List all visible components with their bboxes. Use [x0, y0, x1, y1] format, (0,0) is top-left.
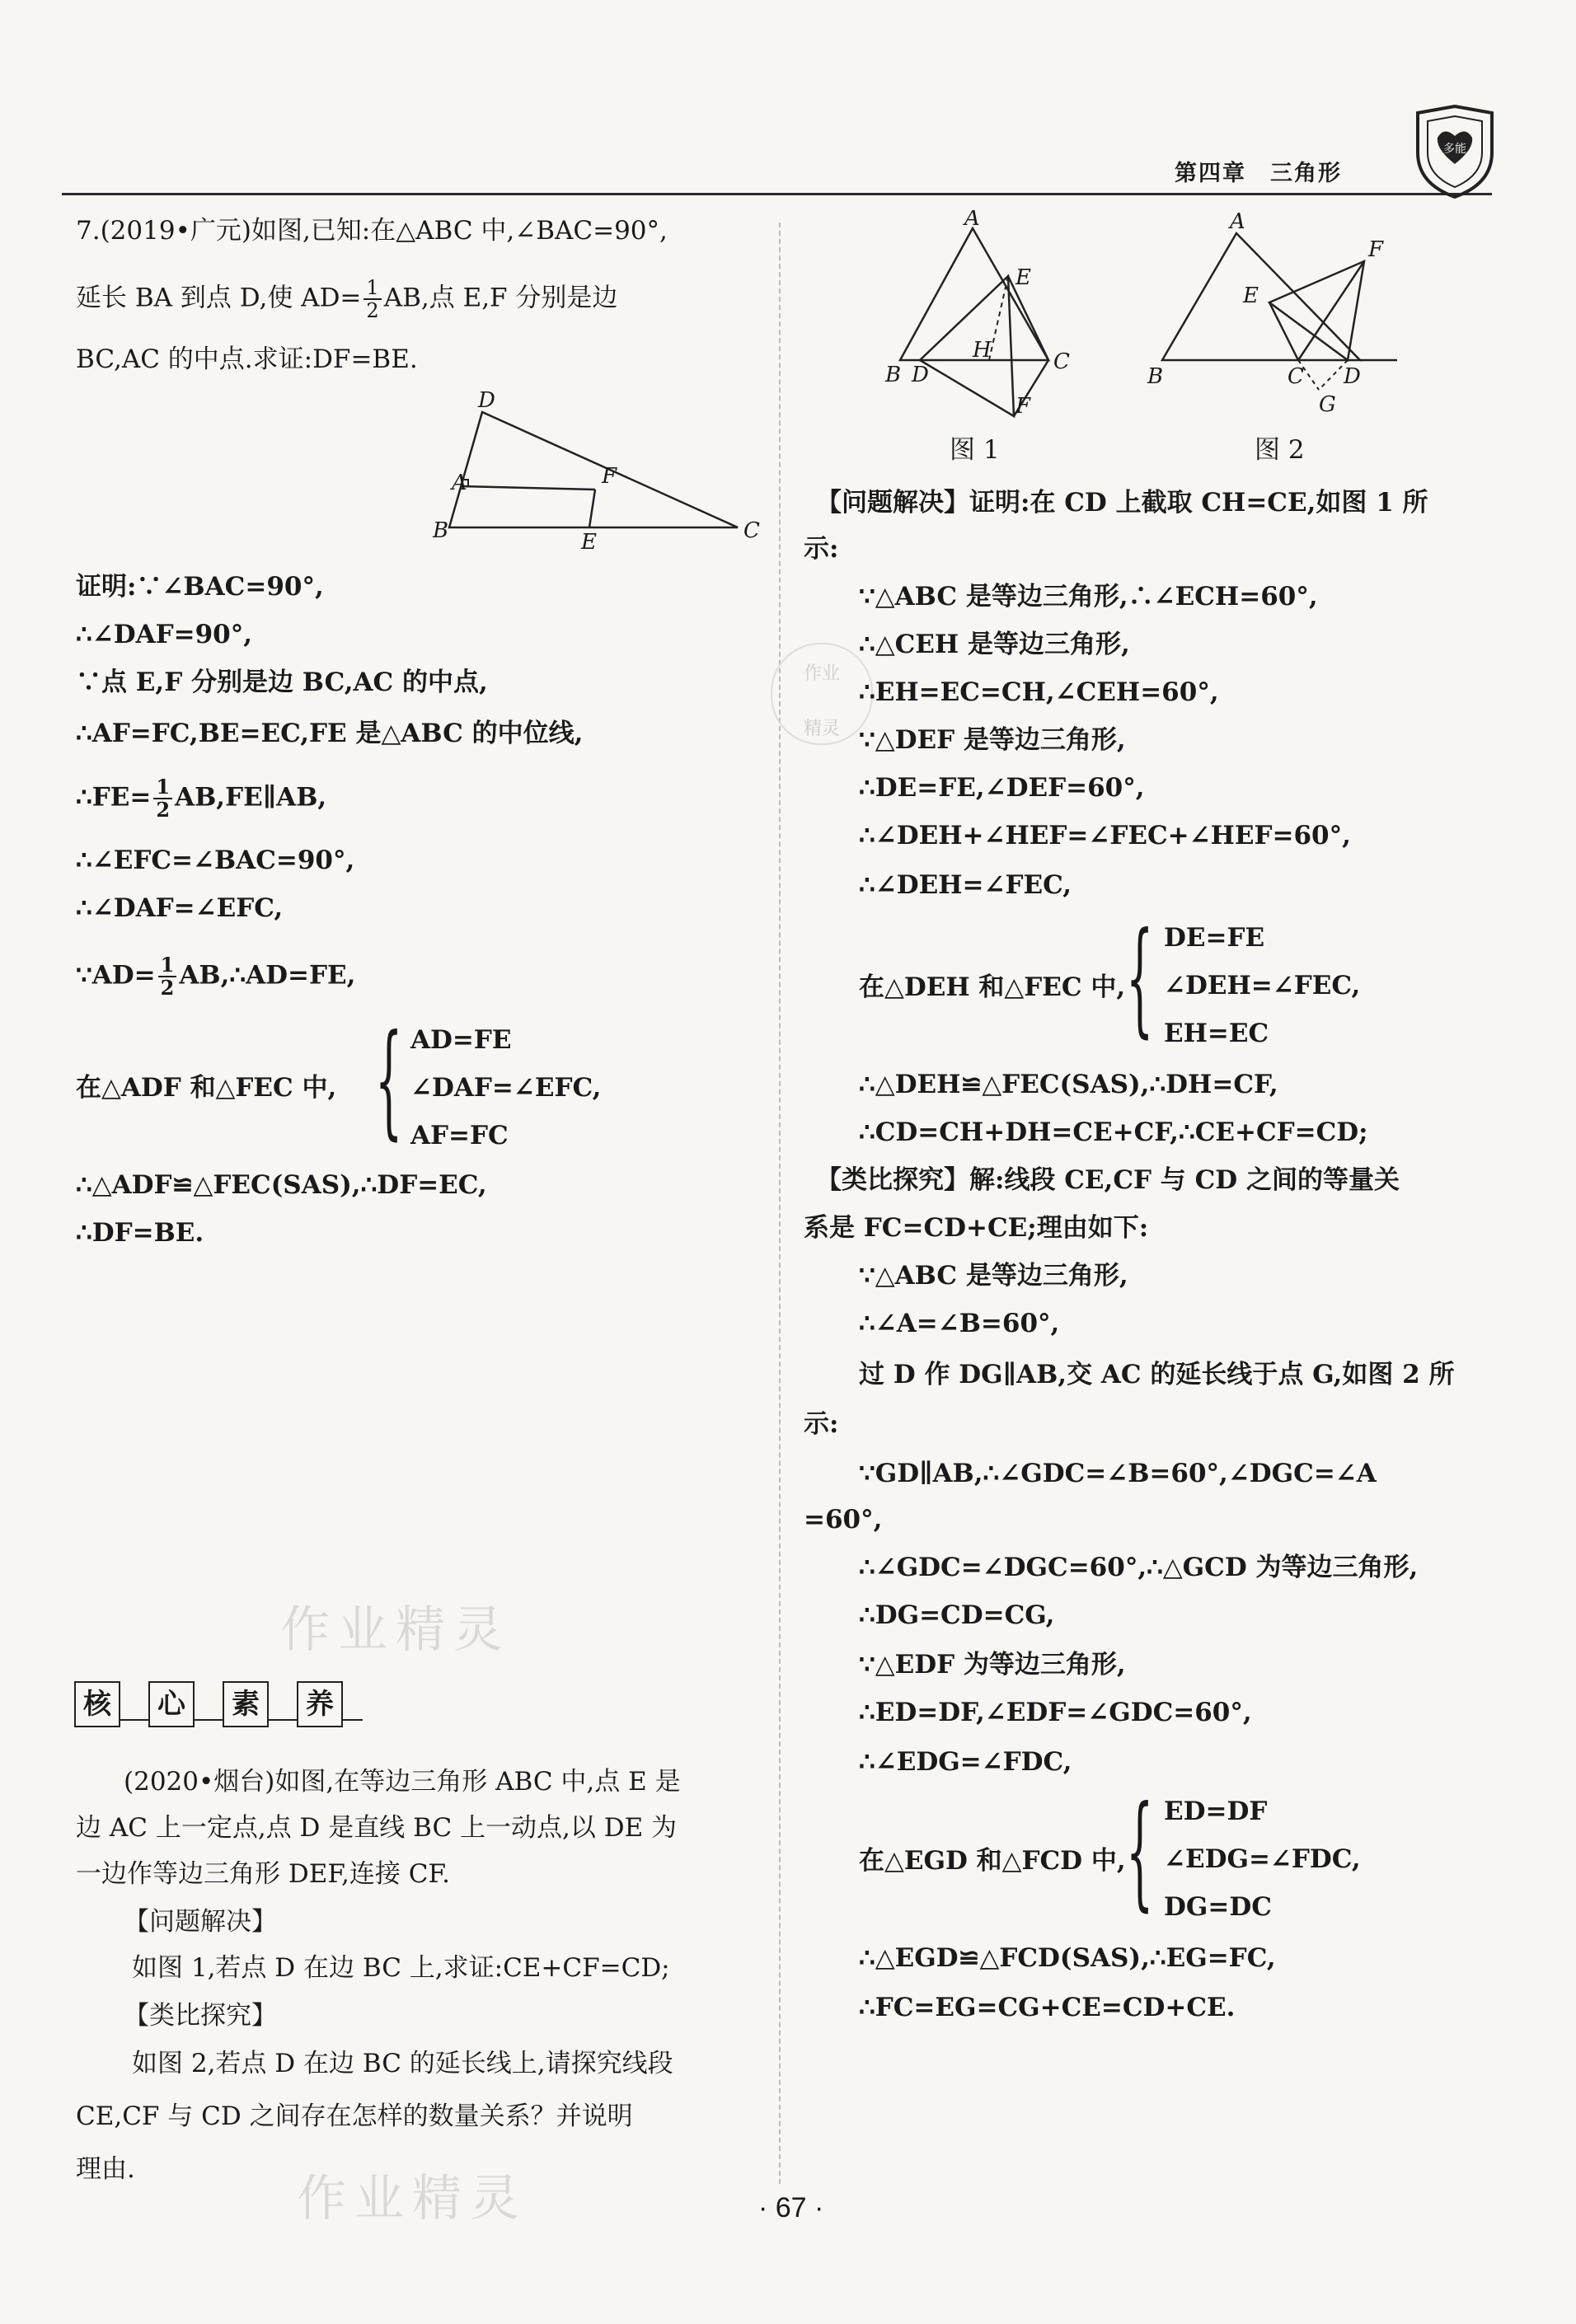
segment-af [461, 486, 595, 490]
figure-2 [1146, 210, 1426, 424]
fig1-caption: 图 1 [950, 435, 1000, 465]
solution-line: ∴EH=EC=CH,∠CEH=60°, [859, 677, 1219, 707]
label-D: D [478, 388, 495, 413]
proof-line: ∴∠EFC=∠BAC=90°, [76, 846, 355, 875]
proof-line: ∵点 E,F 分别是边 BC,AC 的中点, [76, 668, 488, 697]
fig2-label-A: A [1230, 210, 1245, 234]
q7-figure [420, 386, 767, 551]
watermark: 作业精灵 [280, 1601, 511, 1659]
core-line: CE,CF 与 CD 之间存在怎样的数量关系？并说明 [76, 2101, 633, 2131]
column-divider [779, 223, 781, 2184]
fig1-label-A: A [964, 210, 980, 231]
sys1-eq: EH=EC [1164, 1019, 1269, 1048]
solution-line: ∴FC=EG=CG+CE=CD+CE. [859, 1993, 1236, 2022]
core-line: 边 AC 上一定点,点 D 是直线 BC 上一动点,以 DE 为 [76, 1813, 678, 1843]
sys2-brace: { [1126, 1780, 1154, 1923]
sys1-eq: ∠DEH=∠FEC, [1164, 971, 1361, 1000]
solution-line: ∵△DEF 是等边三角形, [859, 725, 1126, 755]
fig1-label-C: C [1053, 349, 1070, 374]
chapter-title: 第四章 三角形 [1175, 161, 1342, 186]
proof-line: ∴∠DAF=∠EFC, [76, 893, 284, 923]
sys1-intro: 在△DEH 和△FEC 中, [859, 972, 1126, 1002]
proof-line-fe: ∴FE= $\frac{1}{2}$ AB,FE∥AB, [76, 775, 327, 822]
header-rule [62, 193, 1492, 195]
fig2-label-E: E [1243, 283, 1259, 308]
fig2-label-D: D [1344, 364, 1361, 389]
solution-line: ∴∠EDG=∠FDC, [859, 1747, 1072, 1777]
watermark: 作业精灵 [297, 2170, 528, 2228]
solution-line: ∴∠A=∠B=60°, [859, 1309, 1060, 1338]
solution-line: ∴∠DEH=∠FEC, [859, 870, 1072, 900]
solution-line: =60°, [804, 1505, 883, 1534]
figure-1 [874, 210, 1072, 424]
core-line: 理由. [76, 2154, 135, 2184]
core-line: 一边作等边三角形 DEF,连接 CF. [76, 1859, 450, 1889]
sys2-eq: ED=DF [1164, 1797, 1268, 1826]
solution-line: ∴DG=CD=CG, [859, 1600, 1055, 1630]
fig2-label-B: B [1147, 364, 1164, 389]
logo-text: 多能 [1443, 143, 1466, 156]
solution-line: ∴∠DEH+∠HEF=∠FEC+∠HEF=60°, [859, 821, 1351, 850]
proof-line: ∴△ADF≌△FEC(SAS),∴DF=EC, [76, 1170, 487, 1200]
fig2-label-F: F [1368, 237, 1384, 262]
fig1-label-B: B [885, 363, 902, 387]
solution-line: 示: [804, 1409, 839, 1439]
solution-line: 【问题解决】证明:在 CD 上截取 CH=CE,如图 1 所 [816, 488, 1428, 518]
system-eq: AF=FC [410, 1121, 509, 1150]
core-line: (2020•烟台)如图,在等边三角形 ABC 中,点 E 是 [124, 1767, 681, 1797]
solution-line: 【类比探究】解:线段 CE,CF 与 CD 之间的等量关 [816, 1165, 1400, 1195]
triangle-dbc [449, 412, 738, 527]
label-A: A [452, 471, 467, 495]
solution-line: 系是 FC=CD+CE;理由如下: [804, 1213, 1149, 1243]
fig2-caption: 图 2 [1255, 435, 1305, 465]
label-F: F [602, 464, 617, 489]
banner-char: 核 [74, 1681, 120, 1727]
solution-line: 示: [804, 534, 839, 564]
solution-line: 过 D 作 DG∥AB,交 AC 的延长线于点 G,如图 2 所 [859, 1360, 1455, 1389]
fig2-label-G: G [1319, 392, 1336, 417]
proof-line: 证明:∵∠BAC=90°, [76, 572, 324, 602]
label-E: E [581, 530, 597, 551]
banner-char: 养 [297, 1681, 343, 1727]
core-line: 【问题解决】 [124, 1907, 277, 1937]
q7-line3: BC,AC 的中点.求证:DF=BE. [76, 344, 418, 374]
solution-line: ∵GD∥AB,∴∠GDC=∠B=60°,∠DGC=∠A [859, 1459, 1377, 1488]
fig1-label-D: D [912, 363, 929, 387]
solution-line: ∴DE=FE,∠DEF=60°, [859, 773, 1145, 803]
label-B: B [433, 518, 449, 543]
solution-line: ∴△DEH≌△FEC(SAS),∴DH=CF, [859, 1070, 1278, 1099]
fig1-label-H: H [973, 338, 992, 363]
solution-line: ∵△ABC 是等边三角形,∴∠ECH=60°, [859, 582, 1318, 611]
fig1-dashed-eh [989, 276, 1008, 360]
banner-char: 素 [223, 1681, 269, 1727]
system-eq: ∠DAF=∠EFC, [410, 1073, 602, 1103]
banner-char: 心 [148, 1681, 195, 1727]
solution-line: ∴ED=DF,∠EDF=∠GDC=60°, [859, 1698, 1252, 1727]
label-C: C [743, 518, 760, 543]
proof-line: ∴∠DAF=90°, [76, 620, 253, 649]
proof-line: ∴DF=BE. [76, 1218, 204, 1248]
stamp-watermark: 作业 精灵 [771, 643, 873, 745]
segment-fe [589, 490, 595, 527]
sys2-eq: ∠EDG=∠FDC, [1164, 1844, 1361, 1874]
solution-line: ∴∠GDC=∠DGC=60°,∴△GCD 为等边三角形, [859, 1553, 1419, 1582]
fig1-label-E: E [1015, 265, 1031, 290]
proof-line-ad: ∵AD= $\frac{1}{2}$ AB,∴AD=FE, [76, 953, 356, 1000]
core-line: 如图 1,若点 D 在边 BC 上,求证:CE+CF=CD; [132, 1953, 670, 1983]
solution-line: ∴△EGD≌△FCD(SAS),∴EG=FC, [859, 1943, 1276, 1973]
system-eq: AD=FE [410, 1025, 512, 1055]
solution-line: ∴CD=CH+DH=CE+CF,∴CE+CF=CD; [859, 1117, 1368, 1147]
fraction-half: $\frac{1}{2}$ [364, 277, 381, 321]
solution-line: ∴△CEH 是等边三角形, [859, 630, 1130, 659]
fig2-triangle-abc [1162, 233, 1360, 360]
sys2-intro: 在△EGD 和△FCD 中, [859, 1846, 1126, 1876]
core-line: 【类比探究】 [124, 2001, 277, 2031]
core-banner [74, 1681, 363, 1731]
system-brace: { [375, 1009, 403, 1152]
publisher-logo [1409, 103, 1500, 200]
fig1-label-F: F [1015, 394, 1031, 419]
fig2-triangle-edf [1269, 261, 1364, 360]
q7-line2: 延长 BA 到点 D,使 AD= $\frac{1}{2}$ AB,点 E,F 分别是边 [76, 276, 618, 322]
sys1-brace: { [1126, 907, 1154, 1050]
q7-line1: 7.(2019•广元)如图,已知:在△ABC 中,∠BAC=90°, [76, 216, 668, 246]
sys2-eq: DG=DC [1164, 1892, 1272, 1922]
system-intro: 在△ADF 和△FEC 中, [76, 1073, 337, 1103]
solution-line: ∵△EDF 为等边三角形, [859, 1650, 1126, 1680]
fig2-label-C: C [1288, 364, 1304, 389]
core-line: 如图 2,若点 D 在边 BC 的延长线上,请探究线段 [132, 2049, 673, 2078]
sys1-eq: DE=FE [1164, 923, 1265, 953]
page-number: · 67 · [758, 2192, 824, 2223]
proof-line: ∴AF=FC,BE=EC,FE 是△ABC 的中位线, [76, 719, 584, 748]
solution-line: ∵△ABC 是等边三角形, [859, 1261, 1128, 1291]
